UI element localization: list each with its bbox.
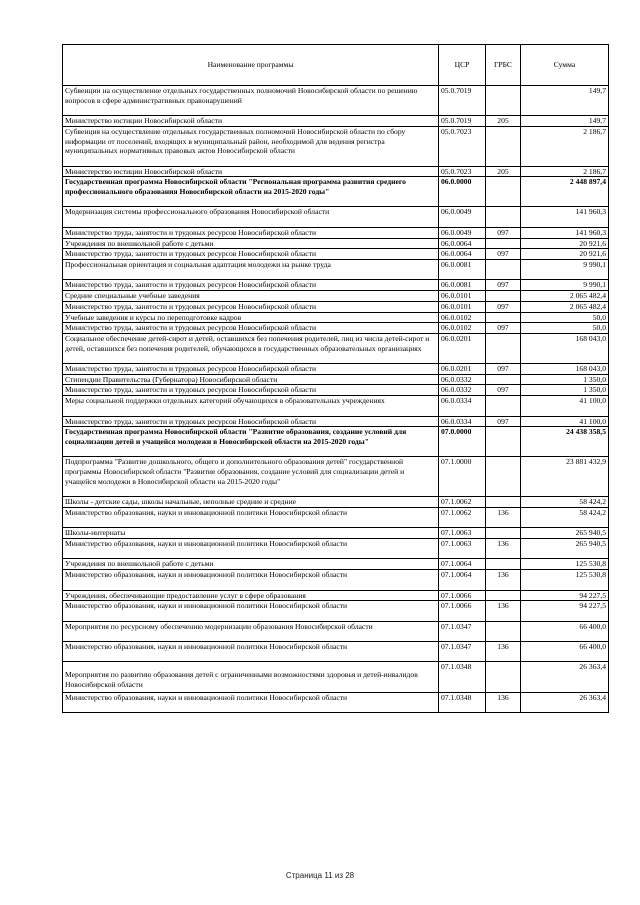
program-name-cell: Министерство труда, занятости и трудовых ресурсов Новосибирской области: [63, 227, 439, 238]
csr-code-cell: 06.0.0102: [439, 312, 486, 323]
program-name-cell: Министерство труда, занятости и трудовых ресурсов Новосибирской области: [63, 323, 439, 334]
sum-cell: 125 530,8: [521, 570, 609, 590]
sum-cell: 1 350,0: [521, 385, 609, 396]
table-header-row: [63, 45, 609, 86]
csr-code-cell: 06.0.0000: [439, 177, 486, 207]
table-row: [63, 427, 609, 457]
program-name-cell: Учреждения, обеспечивающие предоставление услуг в сфере образования: [63, 590, 439, 601]
sum-cell: 94 227,5: [521, 590, 609, 601]
sum-cell: 66 400,0: [521, 621, 609, 641]
program-name-cell: Министерство образования, науки и инновационной политики Новосибирской области: [63, 642, 439, 662]
table-row: [63, 323, 609, 334]
csr-code-cell: 07.1.0066: [439, 601, 486, 621]
table-row: [63, 539, 609, 559]
csr-code-cell: 06.0.0081: [439, 280, 486, 291]
sum-cell: 2 065 482,4: [521, 291, 609, 302]
program-name-cell: Министерство образования, науки и инновационной политики Новосибирской области: [63, 601, 439, 621]
grbs-code-cell: 097: [486, 323, 521, 334]
header-csr: ЦСР: [439, 45, 486, 86]
program-name-cell: Министерство образования, науки и инновационной политики Новосибирской области: [63, 507, 439, 527]
program-name-cell: Министерство труда, занятости и трудовых ресурсов Новосибирской области: [63, 385, 439, 396]
table-row: [63, 312, 609, 323]
grbs-code-cell: 136: [486, 601, 521, 621]
program-name-cell: Министерство юстиции Новосибирской области: [63, 166, 439, 177]
sum-cell: 125 530,8: [521, 559, 609, 570]
grbs-code-cell: [486, 374, 521, 385]
program-name-cell: Школы-интернаты: [63, 528, 439, 539]
grbs-code-cell: 097: [486, 227, 521, 238]
program-name-cell: Министерство образования, науки и инновационной политики Новосибирской области: [63, 692, 439, 712]
csr-code-cell: 06.0.0064: [439, 238, 486, 249]
table-row: [63, 507, 609, 527]
csr-code-cell: 07.1.0062: [439, 497, 486, 508]
sum-cell: 9 990,1: [521, 259, 609, 279]
csr-code-cell: 05.0.7023: [439, 126, 486, 166]
csr-code-cell: 06.0.0049: [439, 227, 486, 238]
csr-code-cell: 06.0.0201: [439, 333, 486, 363]
sum-cell: 1 350,0: [521, 374, 609, 385]
table-row: [63, 374, 609, 385]
program-name-cell: Министерство юстиции Новосибирской области: [63, 116, 439, 127]
sum-cell: 265 940,5: [521, 528, 609, 539]
sum-cell: 20 921,6: [521, 238, 609, 249]
grbs-code-cell: [486, 621, 521, 641]
table-row: [63, 333, 609, 363]
grbs-code-cell: [486, 528, 521, 539]
header-sum: Сумма: [521, 45, 609, 86]
budget-table: [62, 44, 609, 713]
grbs-code-cell: [486, 457, 521, 497]
csr-code-cell: 06.0.0334: [439, 396, 486, 416]
sum-cell: 2 065 482,4: [521, 301, 609, 312]
grbs-code-cell: [486, 333, 521, 363]
table-row: [63, 291, 609, 302]
program-name-cell: Социальное обеспечение детей-сирот и детей, оставшихся без попечения родителей, лиц из числа детей-сирот и детей, оставшихся без попечения родителей, обучающихся в государственных образовательных организациях: [63, 333, 439, 363]
program-name-cell: Профессиональная ориентация и социальная адаптация молодежи на рынке труда: [63, 259, 439, 279]
grbs-code-cell: 097: [486, 301, 521, 312]
sum-cell: 20 921,6: [521, 249, 609, 260]
csr-code-cell: 05.0.7019: [439, 116, 486, 127]
grbs-code-cell: 097: [486, 385, 521, 396]
program-name-cell: Учебные заведения и курсы по переподготовке кадров: [63, 312, 439, 323]
grbs-code-cell: [486, 396, 521, 416]
grbs-code-cell: [486, 427, 521, 457]
table-row: [63, 301, 609, 312]
table-row: [63, 227, 609, 238]
table-row: [63, 207, 609, 227]
program-name-cell: Средние специальные учебные заведения: [63, 291, 439, 302]
csr-code-cell: 06.0.0064: [439, 249, 486, 260]
program-name-cell: Министерство труда, занятости и трудовых ресурсов Новосибирской области: [63, 416, 439, 427]
program-name-cell: Учреждения по внешкольной работе с детьми: [63, 559, 439, 570]
sum-cell: 149,7: [521, 116, 609, 127]
csr-code-cell: 07.1.0064: [439, 570, 486, 590]
grbs-code-cell: 097: [486, 249, 521, 260]
sum-cell: 26 363,4: [521, 662, 609, 692]
sum-cell: 265 940,5: [521, 539, 609, 559]
program-name-cell: Стипендии Правительства (Губернатора) Новосибирской области: [63, 374, 439, 385]
csr-code-cell: 07.1.0348: [439, 662, 486, 692]
csr-code-cell: 07.1.0348: [439, 692, 486, 712]
csr-code-cell: 07.1.0066: [439, 590, 486, 601]
grbs-code-cell: [486, 312, 521, 323]
csr-code-cell: 06.0.0334: [439, 416, 486, 427]
table-row: [63, 416, 609, 427]
program-name-cell: Мероприятия по развитию образования детей с ограниченными возможностями здоровья и детей-инвалидов Новосибирской области: [63, 662, 439, 692]
sum-cell: 50,0: [521, 323, 609, 334]
program-name-cell: Государственная программа Новосибирской области "Развитие образования, создание условий для социализации детей и учащейся молодежи в Новосибирской области на 2015-2020 годы": [63, 427, 439, 457]
grbs-code-cell: 136: [486, 642, 521, 662]
sum-cell: 141 960,3: [521, 207, 609, 227]
program-name-cell: Подпрограмма "Развитие дошкольного, общего и дополнительного образования детей" государственной программы Новосибирской области "Развитие образования, создание условий для социализации детей и учащейся молодежи в Новосибирской области на 2015-2020 годы": [63, 457, 439, 497]
csr-code-cell: 07.1.0347: [439, 621, 486, 641]
sum-cell: 2 186,7: [521, 166, 609, 177]
table-row: [63, 364, 609, 375]
table-row: [63, 238, 609, 249]
grbs-code-cell: 136: [486, 570, 521, 590]
program-name-cell: Модернизация системы профессионального образования Новосибирской области: [63, 207, 439, 227]
table-row: [63, 259, 609, 279]
table-row: [63, 497, 609, 508]
csr-code-cell: 05.0.7019: [439, 86, 486, 116]
program-name-cell: Министерство труда, занятости и трудовых ресурсов Новосибирской области: [63, 301, 439, 312]
program-name-cell: Министерство труда, занятости и трудовых ресурсов Новосибирской области: [63, 364, 439, 375]
table-row: [63, 601, 609, 621]
sum-cell: 26 363,4: [521, 692, 609, 712]
table-row: [63, 642, 609, 662]
sum-cell: 58 424,2: [521, 507, 609, 527]
sum-cell: 50,0: [521, 312, 609, 323]
table-row: [63, 86, 609, 116]
csr-code-cell: 06.0.0101: [439, 301, 486, 312]
grbs-code-cell: 205: [486, 166, 521, 177]
sum-cell: 168 043,0: [521, 333, 609, 363]
program-name-cell: Государственная программа Новосибирской области "Региональная программа развития среднего профессионального образования Новосибирской области на 2015-2020 годы": [63, 177, 439, 207]
grbs-code-cell: [486, 207, 521, 227]
csr-code-cell: 07.0.0000: [439, 427, 486, 457]
table-row: [63, 116, 609, 127]
sum-cell: 149,7: [521, 86, 609, 116]
grbs-code-cell: 136: [486, 692, 521, 712]
grbs-code-cell: [486, 86, 521, 116]
program-name-cell: Министерство образования, науки и инновационной политики Новосибирской области: [63, 539, 439, 559]
csr-code-cell: 07.1.0063: [439, 528, 486, 539]
sum-cell: 66 400,0: [521, 642, 609, 662]
header-grbs: ГРБС: [486, 45, 521, 86]
grbs-code-cell: 136: [486, 507, 521, 527]
grbs-code-cell: [486, 497, 521, 508]
table-row: [63, 457, 609, 497]
table-row: [63, 249, 609, 260]
sum-cell: 9 990,1: [521, 280, 609, 291]
csr-code-cell: 06.0.0049: [439, 207, 486, 227]
program-name-cell: Меры социальной поддержки отдельных категорий обучающихся в образовательных учреждениях: [63, 396, 439, 416]
table-row: [63, 280, 609, 291]
program-name-cell: Субвенции на осуществление отдельных государственных полномочий Новосибирской области по решению вопросов в сфере административных правонарушений: [63, 86, 439, 116]
grbs-code-cell: 136: [486, 539, 521, 559]
sum-cell: 2 448 897,4: [521, 177, 609, 207]
csr-code-cell: 06.0.0332: [439, 374, 486, 385]
table-row: [63, 559, 609, 570]
grbs-code-cell: 097: [486, 280, 521, 291]
csr-code-cell: 07.1.0347: [439, 642, 486, 662]
sum-cell: 94 227,5: [521, 601, 609, 621]
program-name-cell: Министерство образования, науки и инновационной политики Новосибирской области: [63, 570, 439, 590]
sum-cell: 41 100,0: [521, 396, 609, 416]
csr-code-cell: 07.1.0000: [439, 457, 486, 497]
table-row: [63, 692, 609, 712]
csr-code-cell: 07.1.0062: [439, 507, 486, 527]
program-name-cell: Министерство труда, занятости и трудовых ресурсов Новосибирской области: [63, 280, 439, 291]
csr-code-cell: 06.0.0332: [439, 385, 486, 396]
sum-cell: 24 438 358,5: [521, 427, 609, 457]
header-program-name: Наименование программы: [63, 45, 439, 86]
csr-code-cell: 06.0.0081: [439, 259, 486, 279]
table-row: [63, 385, 609, 396]
program-name-cell: Школы - детские сады, школы начальные, неполные средние и средние: [63, 497, 439, 508]
grbs-code-cell: [486, 559, 521, 570]
csr-code-cell: 06.0.0201: [439, 364, 486, 375]
table-row: [63, 528, 609, 539]
csr-code-cell: 05.0.7023: [439, 166, 486, 177]
table-row: [63, 166, 609, 177]
grbs-code-cell: [486, 590, 521, 601]
sum-cell: 23 881 432,9: [521, 457, 609, 497]
table-row: [63, 396, 609, 416]
csr-code-cell: 06.0.0102: [439, 323, 486, 334]
program-name-cell: Учреждения по внешкольной работе с детьми: [63, 238, 439, 249]
table-row: [63, 126, 609, 166]
csr-code-cell: 07.1.0063: [439, 539, 486, 559]
program-name-cell: Мероприятия по ресурсному обеспечению модернизации образования Новосибирской области: [63, 621, 439, 641]
sum-cell: 58 424,2: [521, 497, 609, 508]
table-row: [63, 621, 609, 641]
sum-cell: 2 186,7: [521, 126, 609, 166]
grbs-code-cell: 097: [486, 364, 521, 375]
program-name-cell: Министерство труда, занятости и трудовых ресурсов Новосибирской области: [63, 249, 439, 260]
sum-cell: 168 043,0: [521, 364, 609, 375]
program-name-cell: Субвенция на осуществление отдельных государственных полномочий Новосибирской области по сбору информации от поселений, входящих в муниципальный район, необходимой для ведения регистра муниципальных нормативных правовых актов Новосибирской области: [63, 126, 439, 166]
grbs-code-cell: [486, 126, 521, 166]
sum-cell: 141 960,3: [521, 227, 609, 238]
grbs-code-cell: [486, 291, 521, 302]
csr-code-cell: 07.1.0064: [439, 559, 486, 570]
sum-cell: 41 100,0: [521, 416, 609, 427]
grbs-code-cell: [486, 259, 521, 279]
grbs-code-cell: [486, 238, 521, 249]
grbs-code-cell: [486, 662, 521, 692]
table-row: [63, 570, 609, 590]
grbs-code-cell: [486, 177, 521, 207]
grbs-code-cell: 205: [486, 116, 521, 127]
table-row: [63, 177, 609, 207]
csr-code-cell: 06.0.0101: [439, 291, 486, 302]
page-number: Страница 11 из 28: [285, 871, 355, 880]
table-row: [63, 590, 609, 601]
table-row: [63, 662, 609, 692]
grbs-code-cell: 097: [486, 416, 521, 427]
